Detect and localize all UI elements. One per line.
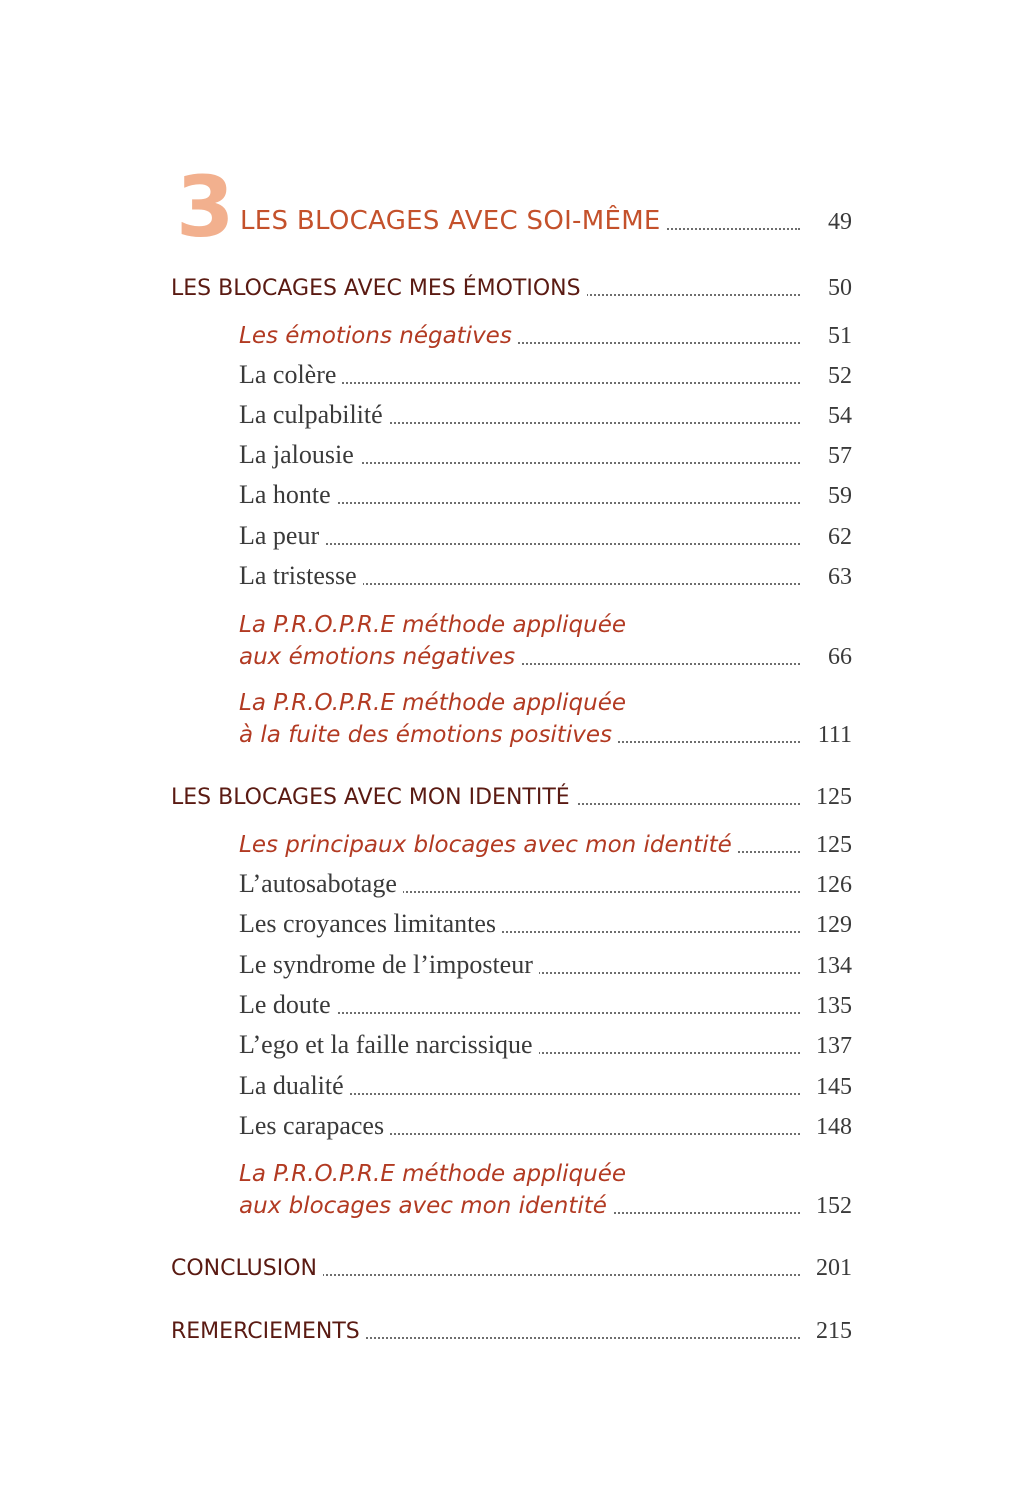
method-title-line1: La P.R.O.P.R.E méthode appliquée: [239, 612, 626, 638]
method-title-line2: aux émotions négatives: [239, 646, 521, 669]
toc-entry: [0, 1105, 1022, 1145]
toc-entry: [0, 394, 1022, 434]
entry-title: La jalousie: [239, 442, 360, 468]
page-number: 134: [816, 953, 852, 979]
toc-entry: [0, 354, 1022, 394]
entry-title: L’ego et la faille narcissique: [239, 1032, 539, 1058]
method-title-line1: La P.R.O.P.R.E méthode appliquée: [239, 1161, 626, 1187]
page-number: 148: [816, 1114, 852, 1140]
method-title-line2: à la fuite des émotions positives: [239, 724, 618, 747]
toc-entry-remerciements: [0, 1309, 1022, 1349]
chapter-title: LES BLOCAGES AVEC SOI-MÊME: [240, 208, 667, 234]
subsection-title: Les principaux blocages avec mon identité: [239, 834, 738, 857]
page-number: 137: [816, 1033, 852, 1059]
toc-entry: [0, 944, 1022, 984]
page-number: 51: [828, 323, 852, 349]
page-number: 126: [816, 872, 852, 898]
entry-title: Le syndrome de l’imposteur: [239, 952, 539, 978]
section-title: LES BLOCAGES AVEC MON IDENTITÉ: [171, 787, 576, 809]
toc-entry-section: [0, 266, 1022, 306]
toc-entry-subsection: [0, 314, 1022, 354]
entry-title: Les carapaces: [239, 1113, 390, 1139]
page-number: 135: [816, 993, 852, 1019]
page-number: 125: [816, 832, 852, 858]
entry-title: La tristesse: [239, 563, 363, 589]
page-number: 50: [828, 275, 852, 301]
section-title: LES BLOCAGES AVEC MES ÉMOTIONS: [171, 278, 587, 300]
toc-entry: [0, 1065, 1022, 1105]
page-number: 152: [816, 1193, 852, 1219]
page-number: 62: [828, 524, 852, 550]
page-number: 49: [828, 209, 852, 235]
toc-entry: [0, 555, 1022, 595]
page-number: 63: [828, 564, 852, 590]
method-title-line2: aux blocages avec mon identité: [239, 1195, 613, 1218]
section-title: CONCLUSION: [171, 1258, 323, 1280]
page-number: 52: [828, 363, 852, 389]
page-number: 66: [828, 644, 852, 670]
section-title: REMERCIEMENTS: [171, 1321, 366, 1343]
toc-entry-conclusion: [0, 1246, 1022, 1286]
toc-entry-subsection: [0, 823, 1022, 863]
page-number: 57: [828, 443, 852, 469]
toc-entry-chapter: [0, 200, 1022, 240]
page-number: 54: [828, 403, 852, 429]
entry-title: La culpabilité: [239, 402, 389, 428]
page-number: 111: [817, 722, 852, 748]
entry-title: La honte: [239, 482, 337, 508]
method-title-line1: La P.R.O.P.R.E méthode appliquée: [239, 690, 626, 716]
toc-entry: [0, 515, 1022, 555]
entry-title: La dualité: [239, 1073, 350, 1099]
toc-entry-method: [0, 1184, 1022, 1224]
entry-title: La colère: [239, 362, 342, 388]
toc-entry: [0, 984, 1022, 1024]
page-number: 201: [816, 1255, 852, 1281]
page-number: 59: [828, 483, 852, 509]
entry-title: L’autosabotage: [239, 871, 403, 897]
entry-title: Le doute: [239, 992, 337, 1018]
toc-entry: [0, 434, 1022, 474]
toc-entry-method: [0, 713, 1022, 753]
toc-entry-section: [0, 775, 1022, 815]
entry-title: La peur: [239, 523, 325, 549]
toc-entry: [0, 903, 1022, 943]
toc-entry: [0, 1024, 1022, 1064]
entry-title: Les croyances limitantes: [239, 911, 502, 937]
toc-entry-method: [0, 635, 1022, 675]
toc-entry: [0, 863, 1022, 903]
page-number: 215: [816, 1318, 852, 1344]
subsection-title: Les émotions négatives: [239, 325, 518, 348]
toc-entry: [0, 474, 1022, 514]
chapter-number: 3: [176, 158, 235, 256]
page-number: 145: [816, 1074, 852, 1100]
page-number: 125: [816, 784, 852, 810]
page-number: 129: [816, 912, 852, 938]
